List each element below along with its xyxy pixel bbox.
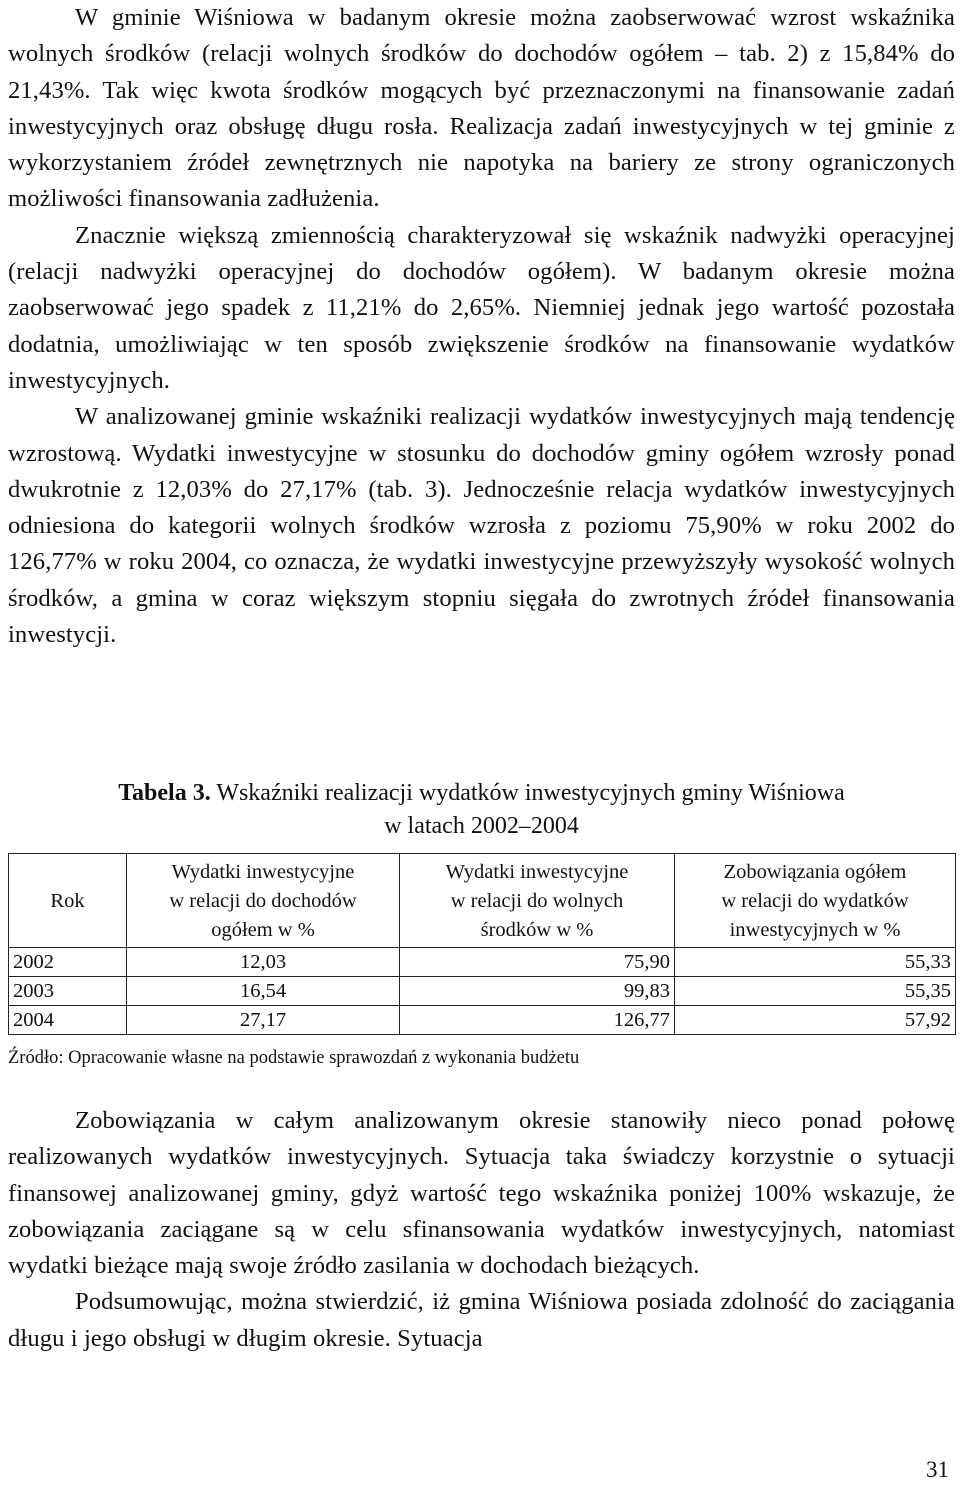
- cell-year: 2002: [9, 948, 127, 977]
- cell-investment-to-income: 12,03: [127, 948, 400, 977]
- paragraph-operating-surplus: Znacznie większą zmiennością charakteryzował się wskaźnik nadwyżki operacyjnej (relacji nadwyżki operacyjnej do dochodów ogółem). W badanym okresie można zaobserwować jego spadek z 11,21% do 2,65%. Niemniej jednak jego wartość pozostała dodatnia, umożliwiając w ten sposób zwiększenie środków na finansowanie wydatków inwestycyjnych.: [8, 221, 955, 394]
- cell-investment-to-income: 16,54: [127, 977, 400, 1006]
- cell-year: 2004: [9, 1006, 127, 1035]
- table-container: [8, 853, 955, 1035]
- header-liabilities-to-investment: Zobowiązania ogółem w relacji do wydatków inwestycyjnych w %: [675, 854, 956, 948]
- paragraph-summary: Podsumowując, można stwierdzić, iż gmina Wiśniowa posiada zdolność do zaciągania długu i jego obsługi w długim okresie. Sytuacja: [8, 1288, 955, 1352]
- table-row: [9, 1006, 956, 1035]
- cell-investment-to-income: 27,17: [127, 1006, 400, 1035]
- indicators-table: [8, 853, 956, 1035]
- paragraph-free-funds: W gminie Wiśniowa w badanym okresie można zaobserwować wzrost wskaźnika wolnych środków (relacji wolnych środków do dochodów ogółem – tab. 2) z 15,84% do 21,43%. Tak więc kwota środków mogących być przeznaczonymi na finansowanie zadań inwestycyjnych oraz obsługę długu rosła. Realizacja zadań inwestycyjnych w tej gminie z wykorzystaniem źródeł zewnętrznych nie napotyka na bariery ze strony ograniczonych możliwości finansowania zadłużenia.: [8, 4, 955, 213]
- table-row: [9, 977, 956, 1006]
- table-title-line2: w latach 2002–2004: [384, 813, 579, 839]
- cell-investment-to-free-funds: 99,83: [400, 977, 675, 1006]
- cell-investment-to-free-funds: 75,90: [400, 948, 675, 977]
- table-caption: [8, 777, 955, 843]
- table-header-row: [9, 854, 956, 948]
- cell-year: 2003: [9, 977, 127, 1006]
- cell-liabilities-to-investment: 57,92: [675, 1006, 956, 1035]
- closing-section: [8, 1103, 955, 1357]
- header-year: Rok: [9, 854, 127, 948]
- cell-investment-to-free-funds: 126,77: [400, 1006, 675, 1035]
- table-source-note: Źródło: Opracowanie własne na podstawie sprawozdań z wykonania budżetu: [8, 1048, 580, 1068]
- cell-liabilities-to-investment: 55,35: [675, 977, 956, 1006]
- paragraph-liabilities: Zobowiązania w całym analizowanym okresie stanowiły nieco ponad połowę realizowanych wydatków inwestycyjnych. Sytuacja taka świadczy korzystnie o sytuacji finansowej analizowanej gminy, gdyż wartość tego wskaźnika poniżej 100% wskazuje, że zobowiązania zaciągane są w celu sfinansowania wydatków inwestycyjnych, natomiast wydatki bieżące mają swoje źródło zasilania w dochodach bieżących.: [8, 1107, 955, 1280]
- header-investment-to-income: Wydatki inwestycyjne w relacji do dochodów ogółem w %: [127, 854, 400, 948]
- intro-section: [8, 0, 955, 653]
- paragraph-investment-indicators: W analizowanej gminie wskaźniki realizacji wydatków inwestycyjnych mają tendencję wzrostową. Wydatki inwestycyjne w stosunku do dochodów gminy ogółem wzrosły ponad dwukrotnie z 12,03% do 27,17% (tab. 3). Jednocześnie relacja wydatków inwestycyjnych odniesiona do kategorii wolnych środków wzrosła z poziomu 75,90% w roku 2002 do 126,77% w roku 2004, co oznacza, że wydatki inwestycyjne przewyższyły wysokość wolnych środków, a gmina w coraz większym stopniu sięgała do zwrotnych źródeł finansowania inwestycji.: [8, 403, 955, 649]
- cell-liabilities-to-investment: 55,33: [675, 948, 956, 977]
- table-title-line1: Wskaźniki realizacji wydatków inwestycyjnych gminy Wiśniowa: [216, 780, 845, 806]
- page-number: 31: [926, 1457, 949, 1482]
- table-label: Tabela 3.: [118, 780, 211, 806]
- table-row: [9, 948, 956, 977]
- header-investment-to-free-funds: Wydatki inwestycyjne w relacji do wolnych środków w %: [400, 854, 675, 948]
